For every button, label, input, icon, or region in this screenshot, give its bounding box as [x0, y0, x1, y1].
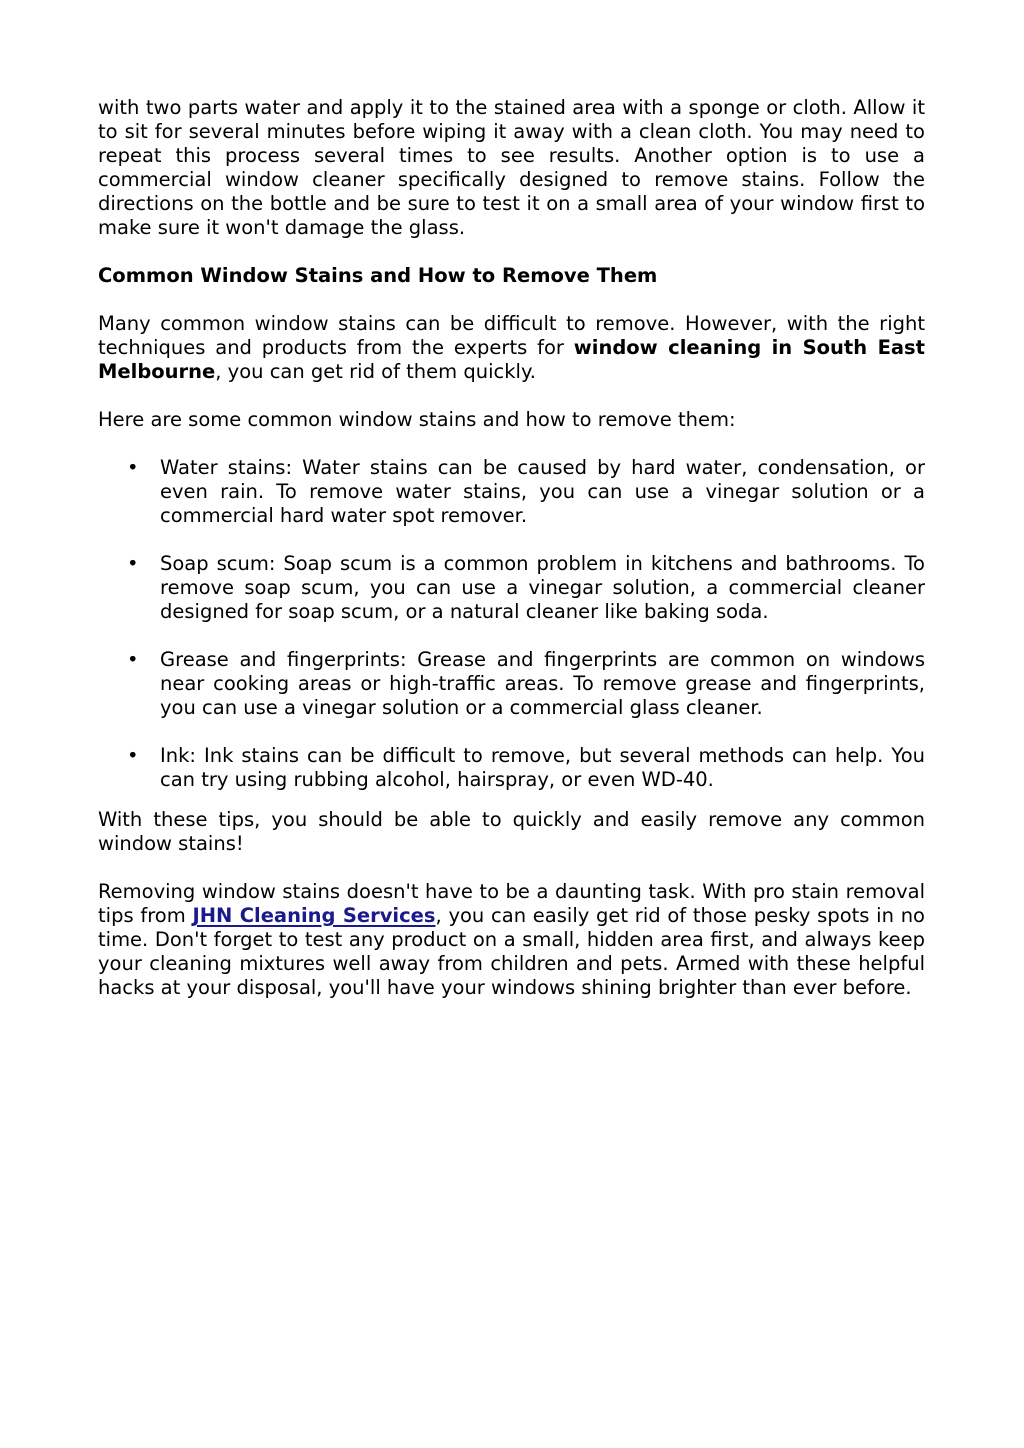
list-intro: Here are some common window stains and how to remove them: — [98, 408, 736, 431]
experts-paragraph-tail: , you can get rid of them quickly. — [215, 360, 536, 383]
closing-paragraph — [98, 880, 925, 1000]
stain-list — [98, 456, 925, 792]
list-item-text: Ink: Ink stains can be difficult to remove, but several methods can help. You can try using rubbing alcohol, hairspray, or even WD-40. — [160, 744, 925, 791]
list-item-text: Water stains: Water stains can be caused by hard water, condensation, or even rain. To remove water stains, you can use a vinegar solution or a commercial hard water spot remover. — [160, 456, 925, 527]
document-page — [98, 96, 925, 1000]
experts-paragraph-text: Many common window stains can be difficult to remove. However, with the right techniques and products from the experts for — [98, 312, 925, 359]
bullet-icon: • — [127, 552, 139, 575]
intro-paragraph: with two parts water and apply it to the stained area with a sponge or cloth. Allow it to sit for several minutes before wiping it away with a clean cloth. You may need to repeat this process several times to see results. Another option is to use a commercial window cleaner specifically designed to remove stains. Follow the directions on the bottle and be sure to test it on a small area of your window first to make sure it won't damage the glass. — [98, 96, 925, 239]
experts-paragraph — [98, 312, 925, 384]
list-item-text: Soap scum: Soap scum is a common problem in kitchens and bathrooms. To remove soap scum, you can use a vinegar solution, a commercial cleaner designed for soap scum, or a natural cleaner like baking soda. — [160, 552, 925, 623]
list-item — [98, 648, 925, 720]
section-heading: Common Window Stains and How to Remove Them — [98, 264, 658, 287]
tips-paragraph: With these tips, you should be able to quickly and easily remove any common window stains! — [98, 808, 925, 855]
list-item — [98, 456, 925, 528]
bullet-icon: • — [127, 648, 139, 671]
list-item — [98, 744, 925, 792]
bullet-icon: • — [127, 456, 139, 479]
list-item-text: Grease and fingerprints: Grease and fingerprints are common on windows near cooking areas or high-traffic areas. To remove grease and fingerprints, you can use a vinegar solution or a commercial glass cleaner. — [160, 648, 925, 719]
jhn-cleaning-services-link[interactable]: JHN Cleaning Services — [192, 904, 436, 927]
service-keyword: window cleaning in South East Melbourne — [98, 336, 925, 383]
list-item — [98, 552, 925, 624]
closing-paragraph-tail: , you can easily get rid of those pesky spots in no time. Don't forget to test any product on a small, hidden area first, and always keep your cleaning mixtures well away from children and pets. Armed with these helpful hacks at your disposal, you'll have your windows shining brighter than ever before. — [98, 904, 925, 999]
bullet-icon: • — [127, 744, 139, 767]
closing-paragraph-text: Removing window stains doesn't have to be a daunting task. With pro stain removal tips from — [98, 880, 925, 927]
